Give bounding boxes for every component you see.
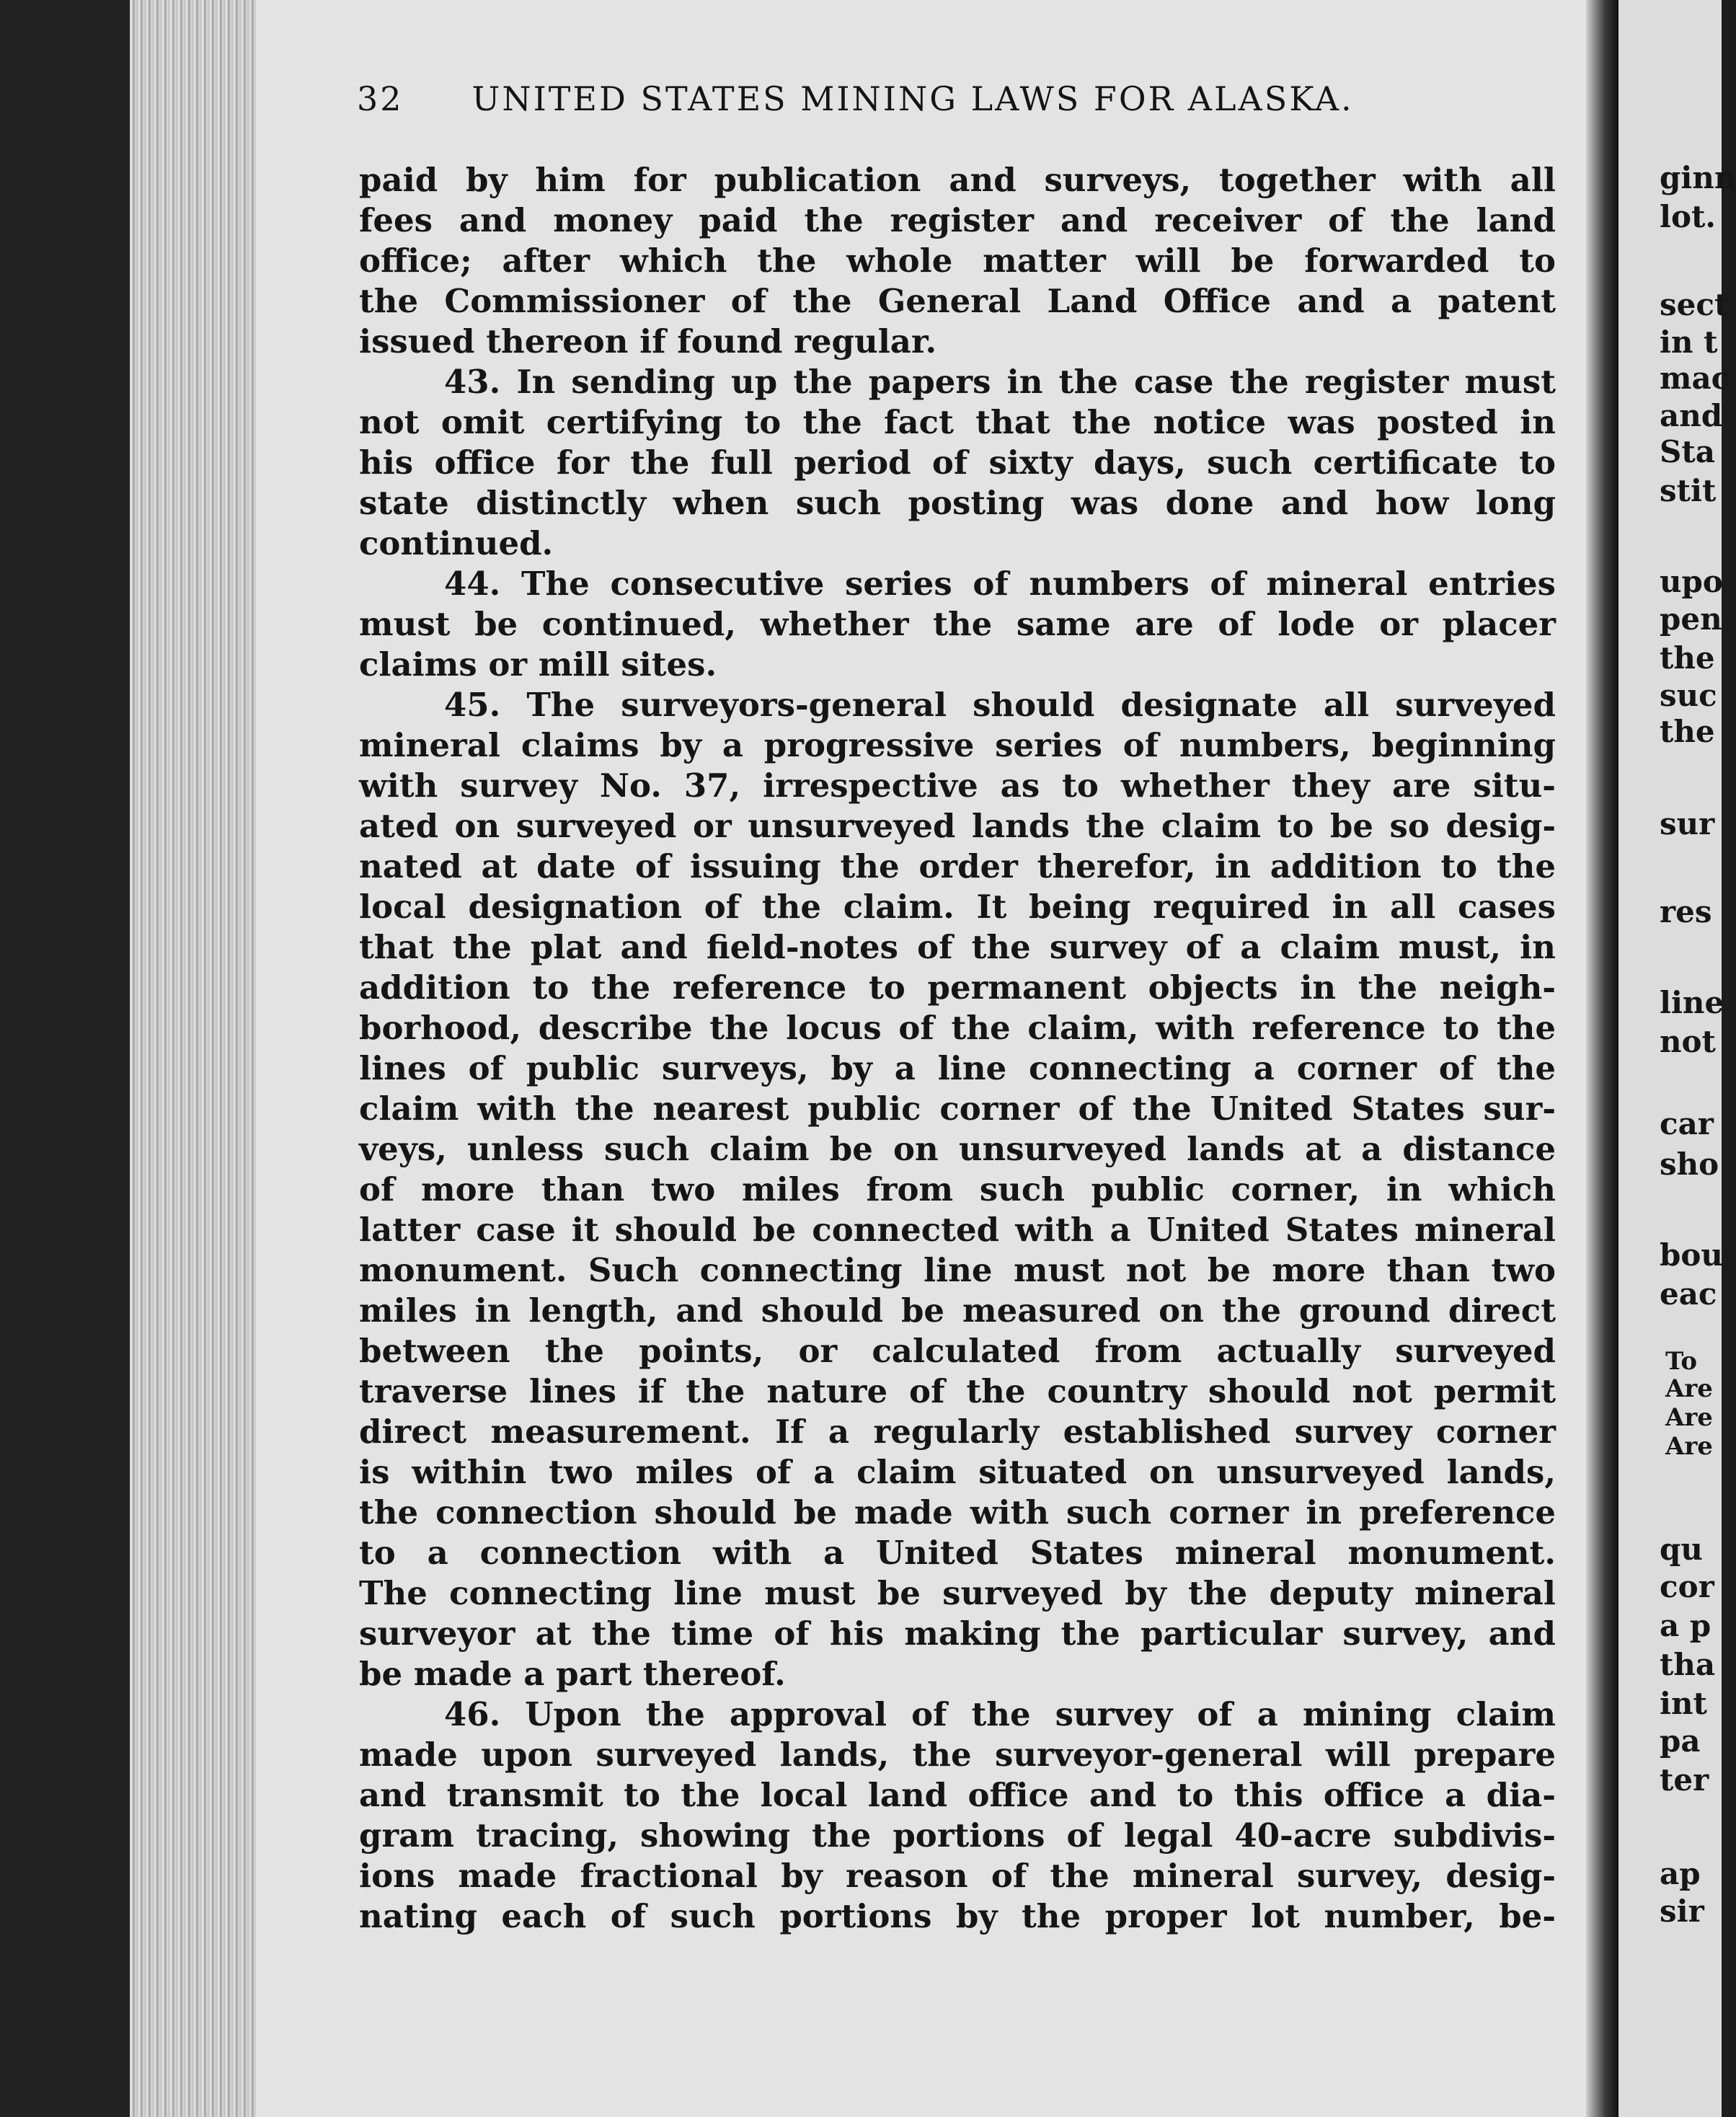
right-page-fragment: tha [1660, 1647, 1716, 1682]
book-gutter [1586, 0, 1618, 2117]
right-page-fragment: not [1660, 1024, 1716, 1059]
right-page-fragment: sho [1660, 1146, 1719, 1182]
right-page-fragment: and [1660, 398, 1723, 433]
text-line: nating each of such portions by the proper lot number, be- [359, 1897, 1556, 1935]
text-line: lines of public surveys, by a line connecting a corner of the [359, 1049, 1556, 1087]
text-line: not omit certifying to the fact that the notice was posted in [359, 403, 1556, 441]
text-line: miles in length, and should be measured on the ground direct [359, 1291, 1556, 1330]
text-line: between the points, or calculated from actually surveyed [359, 1332, 1556, 1370]
text-line: nated at date of issuing the order therefor, in addition to the [359, 847, 1556, 885]
text-line: made upon surveyed lands, the surveyor-general will prepare [359, 1736, 1556, 1774]
text-line: fees and money paid the register and receiver of the land [359, 201, 1556, 239]
right-page-fragment: mac [1660, 361, 1730, 396]
text-line: 44. The consecutive series of numbers of mineral entries [444, 565, 1556, 603]
right-page-fragment: int [1660, 1686, 1707, 1721]
running-head [357, 79, 1463, 118]
right-page-fragment: car [1660, 1106, 1714, 1141]
page-number: 32 [357, 79, 404, 118]
text-line: gram tracing, showing the portions of legal 40-acre subdivis- [359, 1816, 1556, 1855]
right-page-fragment: in t [1660, 324, 1718, 360]
text-line: ions made fractional by reason of the mineral survey, desig- [359, 1857, 1556, 1895]
text-line: latter case it should be connected with a United States mineral [359, 1211, 1556, 1249]
text-line: veys, unless such claim be on unsurveyed lands at a distance [359, 1130, 1556, 1168]
right-page-fragment: stit [1660, 473, 1717, 508]
right-page-fragment: upo [1660, 564, 1723, 599]
right-page-fragment: ginn [1660, 160, 1736, 195]
text-line: claims or mill sites. [359, 645, 717, 684]
text-line: continued. [359, 524, 554, 562]
text-line: the Commissioner of the General Land Office and a patent [359, 282, 1556, 320]
right-page-fragment: line [1660, 985, 1724, 1020]
right-page-fragment: a p [1660, 1608, 1711, 1643]
text-line: borhood, describe the locus of the claim, with reference to the [359, 1009, 1556, 1047]
text-line: and transmit to the local land office and to this office a dia- [359, 1776, 1556, 1814]
page-stack-edges [130, 0, 256, 2117]
text-line: issued thereon if found regular. [359, 322, 937, 361]
text-line: 45. The surveyors-general should designate all surveyed [444, 686, 1556, 724]
right-page-fragment: lot. [1660, 199, 1716, 234]
right-page-fragment: pa [1660, 1723, 1701, 1759]
right-page-fragment: ter [1660, 1762, 1709, 1798]
right-page-fragment: the [1660, 714, 1715, 749]
right-page-fragment: pen [1660, 601, 1722, 637]
book-edge-shadow [0, 0, 130, 2117]
text-line: The connecting line must be surveyed by the deputy mineral [359, 1574, 1556, 1612]
right-page-fragment: ap [1660, 1856, 1701, 1891]
text-line: addition to the reference to permanent objects in the neigh- [359, 968, 1556, 1007]
right-page-fragment: sect [1660, 287, 1729, 322]
text-line: local designation of the claim. It being required in all cases [359, 888, 1556, 926]
right-page-fragment: sur [1660, 806, 1715, 841]
text-line: surveyor at the time of his making the particular survey, and [359, 1614, 1556, 1653]
text-line: mineral claims by a progressive series of numbers, beginning [359, 726, 1556, 764]
text-line: is within two miles of a claim situated on unsurveyed lands, [359, 1453, 1556, 1491]
text-line: of more than two miles from such public corner, in which [359, 1170, 1556, 1208]
text-line: ated on surveyed or unsurveyed lands the claim to be so desig- [359, 807, 1556, 845]
right-page-fragment: res [1660, 894, 1712, 929]
text-line: state distinctly when such posting was done and how long [359, 484, 1556, 522]
right-page-fragment: Sta [1660, 434, 1715, 469]
text-line: direct measurement. If a regularly established survey corner [359, 1413, 1556, 1451]
text-line: his office for the full period of sixty days, such certificate to [359, 443, 1556, 482]
text-line: traverse lines if the nature of the country should not permit [359, 1372, 1556, 1410]
right-page-fragment: Are [1665, 1432, 1713, 1461]
right-page-fragment: To [1665, 1347, 1698, 1376]
text-line: paid by him for publication and surveys, together with all [359, 161, 1556, 199]
right-page-fragment: suc [1660, 678, 1717, 713]
text-line: office; after which the whole matter will be forwarded to [359, 242, 1556, 280]
text-line: that the plat and field-notes of the survey of a claim must, in [359, 928, 1556, 966]
right-page-fragment: cor [1660, 1569, 1714, 1604]
text-line: with survey No. 37, irrespective as to whether they are situ- [359, 766, 1556, 805]
text-line: to a connection with a United States mineral monument. [359, 1534, 1556, 1572]
right-page-fragment: bou [1660, 1237, 1723, 1273]
body-text [359, 160, 1556, 1937]
right-page-fragment: sir [1660, 1893, 1704, 1929]
text-line: monument. Such connecting line must not be more than two [359, 1251, 1556, 1289]
running-title: UNITED STATES MINING LAWS FOR ALASKA. [471, 79, 1354, 118]
text-line: 43. In sending up the papers in the case the register must [444, 363, 1556, 401]
text-line: claim with the nearest public corner of the United States sur- [359, 1090, 1556, 1128]
right-page-fragment: Are [1665, 1374, 1713, 1403]
text-line: must be continued, whether the same are of lode or placer [359, 605, 1556, 643]
right-page-fragment: the [1660, 640, 1715, 676]
right-page-fragment: Are [1665, 1403, 1713, 1432]
text-line: the connection should be made with such corner in preference [359, 1493, 1556, 1532]
text-line: 46. Upon the approval of the survey of a mining claim [444, 1695, 1556, 1733]
right-page-fragment: qu [1660, 1532, 1703, 1567]
text-line: be made a part thereof. [359, 1655, 786, 1693]
right-page-fragment: eac [1660, 1276, 1717, 1312]
